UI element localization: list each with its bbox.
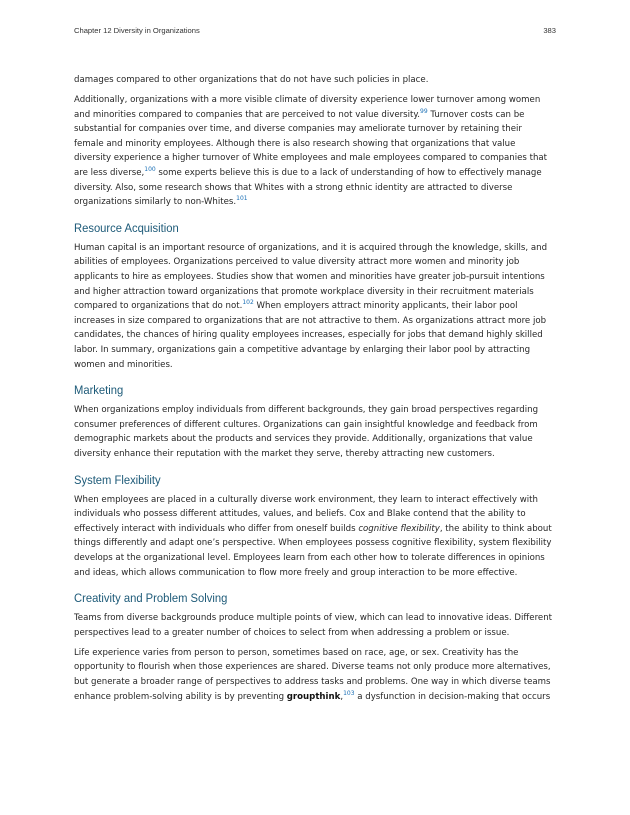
chapter-title: Chapter 12 Diversity in Organizations [74,26,200,35]
page-number: 383 [543,26,556,35]
footnote-ref-101[interactable]: 101 [236,195,248,203]
text-run: , [340,691,344,702]
paragraph-marketing: When organizations employ individuals from different backgrounds, they gain broad perspectives regarding consumer preferences of different cultures. Organizations can gain insightful knowledge and feedback from demographic markets about the products and services they provide. Additionally, organizations that value diversity enhance their reputation with the market they serve, thereby attracting new customers. [74,405,539,459]
paragraph-resource-acquisition [74,241,554,372]
paragraph-life-experience [74,646,554,704]
footnote-ref-100[interactable]: 100 [144,166,156,174]
text-run: Additionally, organizations with a more visible climate of diversity experience lower turnover among women and minorities compared to companies that are perceived to not value diversity. [74,95,541,120]
footnote-ref-103[interactable]: 103 [343,689,355,697]
key-term-groupthink: groupthink [286,691,341,702]
page-body [74,73,554,710]
heading-creativity: Creativity and Problem Solving [74,591,228,606]
text-run: a dysfunction in decision-making that occurs [354,691,551,702]
heading-marketing: Marketing [74,383,124,398]
text-run: , the ability to think about things differently and adapt one’s perspective. When employees possess cognitive flexibility, system flexibility develops at the organizational level. Employees learn from each other how to tolerate differences in opinions and ideas, which allows communication to flow more freely and group interaction to be more effective. [74,523,552,578]
heading-resource-acquisition: Resource Acquisition [74,220,179,235]
paragraph-continued: damages compared to other organizations that do not have such policies in place. [74,75,429,85]
heading-system-flexibility: System Flexibility [74,472,161,487]
text-run: Human capital is an important resource of organizations, and it is acquired through the knowledge, skills, and abilities of employees. Organizations perceived to value diversity attract more women and minority job applicants to hire as employees. Studies show that women and minorities have greater job-pursuit intentions and higher attraction toward organizations that promote workplace diversity in their recruitment materials compared to organizations that do not. [74,242,548,312]
text-run: some experts believe this is due to a lack of understanding of how to effectively manage diversity. Also, some research shows that Whites with a strong ethnic identity are attracted to diverse organizations similarly to non-Whites. [74,168,542,208]
paragraph-creativity: Teams from diverse backgrounds produce multiple points of view, which can lead to innovative ideas. Different perspectives lead to a greater number of choices to select from when addressing a problem or issue. [74,613,553,638]
text-run: When employers attract minority applicants, their labor pool increases in size compared to organizations that are not attractive to them. As organizations attract more job candidates, the chances of hiring quality employees increases, especially for jobs that demand highly skilled labor. In summary, organizations gain a competitive advantage by enlarging their labor pool by attracting women and minorities. [74,301,547,370]
key-term-cognitive-flexibility: cognitive flexibility [358,523,440,534]
text-run: Life experience varies from person to person, sometimes based on race, age, or sex. Creativity has the opportunity to flourish when those experiences are shared. Diverse teams not only produce more alternatives, but generate a broader range of perspectives to address tasks and problems. One way in which diverse teams enhance problem-solving ability is by preventing [74,647,551,702]
text-run: When employees are placed in a culturally diverse work environment, they learn to interact effectively with individuals who possess different attitudes, values, and beliefs. Cox and Blake contend that the ability to effectively interact with individuals who differ from oneself builds [74,494,538,534]
running-header [74,26,556,38]
paragraph-system-flexibility [74,493,554,581]
text-run: Turnover costs can be substantial for companies over time, and diverse companies may ameliorate turnover by retaining their female and minority employees. Although there is also research showing that organizations that value diversity experience a higher turnover of White employees and male employees compared to companies that are less diverse, [74,109,548,179]
footnote-ref-102[interactable]: 102 [242,299,254,307]
footnote-ref-99[interactable]: 99 [420,107,428,115]
paragraph-turnover [74,93,554,210]
